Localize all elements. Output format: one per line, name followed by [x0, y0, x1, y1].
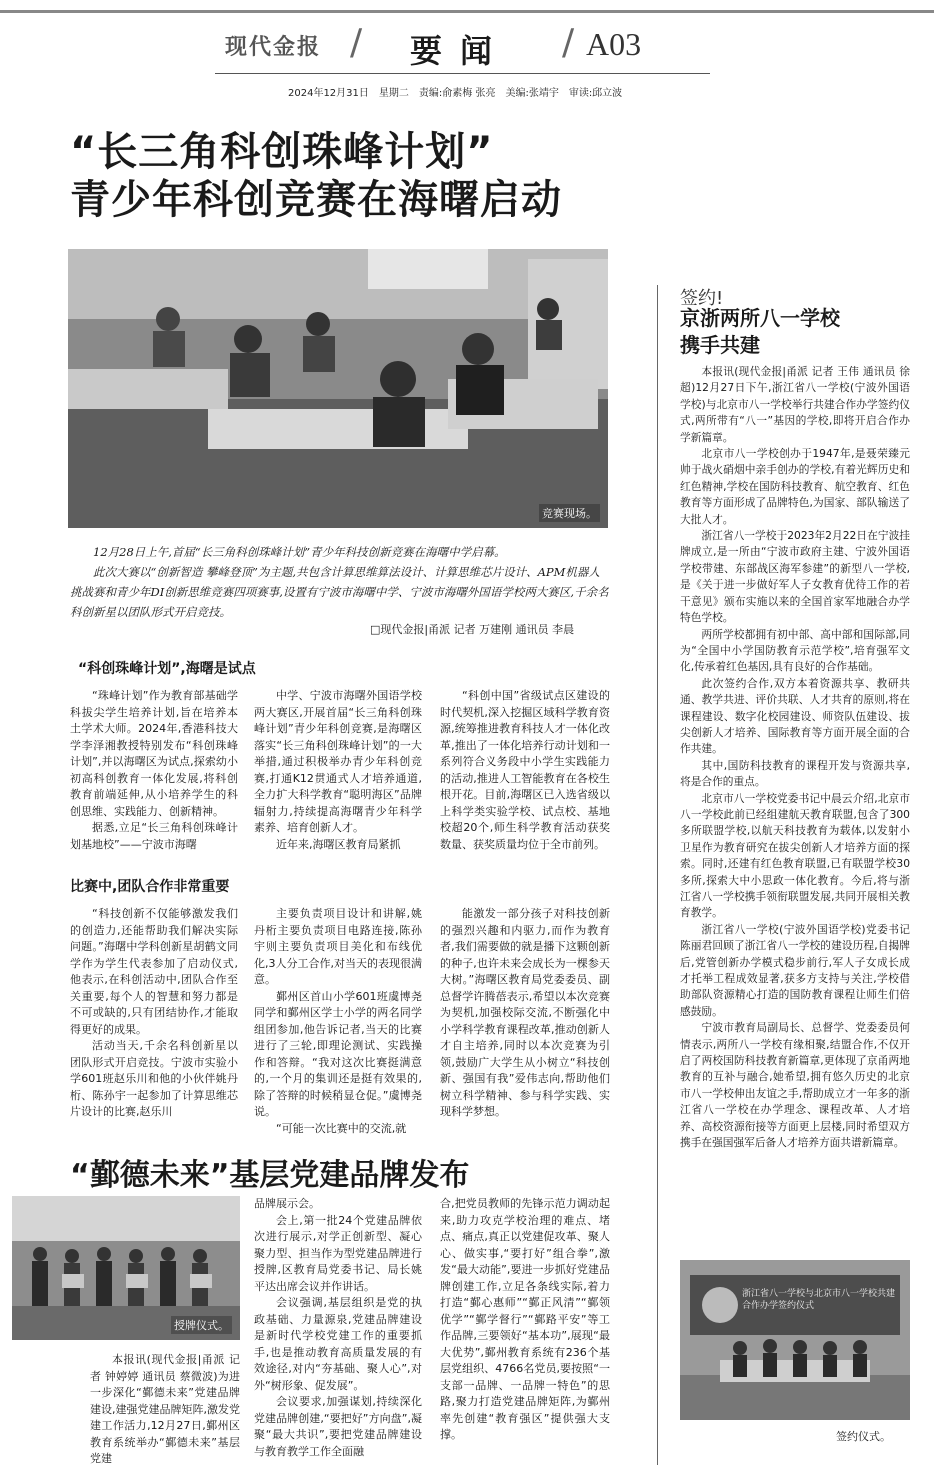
article-column	[254, 688, 422, 860]
main-headline	[70, 128, 562, 224]
article-column	[254, 906, 422, 1135]
paragraph: 中学、宁波市海曙外国语学校两大赛区,开展首届“长三角科创珠峰计划”青少年科创竞赛,是海曙区落实“长三角科创珠峰计划”的一大举措,通过积极举办青少年科创竞赛,打通K12贯通式人才培养通道,全力扩大科学教育“聪明海区”品牌辐射力,持续提高海曙青少年科学素养、培育创新人才。	[254, 689, 422, 834]
section-subhead: 比赛中,团队合作非常重要	[70, 879, 230, 895]
paragraph: “科技创新不仅能够激发我们的创造力,还能帮助我们解决实际问题。”海曙中学科创新星胡鹤文同学作为学生代表参加了启动仪式,他表示,在科创活动中,团队合作至关重要,每个人的智慧和努力都是不可或缺的,只有团结协作,才能取得更好的成果。	[70, 907, 238, 1036]
paragraph: 会上,第一批24个党建品牌依次进行展示,对学正创新型、凝心聚力型、担当作为型党建品牌进行授牌,区教育局党委书记、局长姚平达出席会议并作讲话。	[254, 1213, 422, 1293]
paragraph: 活动当天,千余名科创新星以团队形式开启竞技。宁波市实验小学601班赵乐川和他的小伙伴姚丹桁、陈孙宇一起参加了计算思维芯片设计的比赛,赵乐川	[70, 1039, 238, 1118]
photo-caption: 签约仪式。	[836, 1430, 891, 1443]
paragraph: 其中,国防科技教育的课程开发与资源共享,将是合作的重点。	[680, 758, 910, 789]
paragraph: 主要负责项目设计和讲解,姚丹桁主要负责项目电路连接,陈孙宇则主要负责项目美化和布线优化,3人分工合作,对当天的表现很满意。	[254, 907, 422, 986]
paragraph: 能激发一部分孩子对科技创新的强烈兴趣和内驱力,而作为教育者,我们需要做的就是播下这颗创新的种子,也许未来会成长为一棵参天大树。”海曙区教育局党委委员、副总督学许腾蓓表示,希望以本次竞赛为契机,加强校际交流,不断强化中小学科学教育课程改革,推动创新人才自主培养,同时以本次竞赛为引领,鼓励广大学生从小树立“科技创新、强国有我”爱伟志向,帮助他们树立科学精神、参与科学实践、实现科学梦想。	[440, 907, 610, 1118]
dateline: 2024年12月31日 星期二 责编:俞素梅 张亮 美编:张靖宇 审读:邱立波	[288, 88, 623, 99]
paragraph: 本报讯(现代金报|甬派 记者 钟婷婷 通讯员 蔡微波)为进一步深化“鄞德未来”党建品牌建设,建强党建品牌矩阵,激发党建工作活力,12月27日,鄞州区教育系统举办“鄞德未来”基层党建	[90, 1353, 240, 1465]
masthead-divider: /	[562, 22, 575, 63]
article-column	[440, 906, 610, 1126]
article-column	[440, 1196, 610, 1466]
award-photo	[12, 1196, 240, 1340]
paragraph: 浙江省八一学校(宁波外国语学校)党委书记陈丽君回顾了浙江省八一学校的建设历程,自揭牌后,党管创新办学模式稳步前行,军人子女成长成才托举工程成效显著,获多方支持与关注,学校借助部队资源精心打造的国防教育课程让师生们倍感鼓励。	[680, 922, 910, 1018]
side-headline	[680, 305, 840, 359]
paragraph: 鄞州区首山小学601班虞博尧同学和鄞州区学士小学的两名同学组团参加,他告诉记者,当天的比赛进行了三轮,即理论测试、实践操作和答辩。“我对这次比赛挺满意的,一个月的集训还是挺有效果的,除了答辩的时候稍显仓促。”虞博尧说。	[254, 989, 422, 1118]
competition-photo	[68, 249, 608, 528]
article-column	[70, 688, 238, 860]
lead-text: 12月28日上午,首届“长三角科创珠峰计划”青少年科技创新竞赛在海曙中学启幕。	[93, 545, 506, 559]
article-column	[440, 688, 610, 860]
paragraph: 据悉,立足“长三角科创珠峰计划基地校”——宁波市海曙	[70, 821, 238, 851]
paragraph: 近年来,海曙区教育局紧抓	[276, 837, 401, 851]
masthead-section: 要闻	[410, 32, 511, 70]
masthead-rule	[215, 73, 710, 74]
article-column	[254, 1196, 422, 1466]
article-column	[70, 906, 238, 1126]
paragraph: 会议强调,基层组织是党的执政基础、力量源泉,党建品牌建设是新时代学校党建工作的重要抓手,也是推动教育高质量发展的有效途径,对内“夯基础、聚人心”,对外“树形象、促发展”。	[254, 1296, 422, 1392]
photo-caption: 授牌仪式。	[171, 1316, 232, 1334]
masthead-brand: 现代金报	[225, 34, 322, 60]
lead-text: 此次大赛以“创新智造 攀峰登顶”为主题,共包含计算思维算法设计、计算思维芯片设计、APM机器人挑战赛和青少年DI创新思维竞赛四项赛事,设置有宁波市海曙中学、宁波市海曙外国语学校两大赛区,千余名科创新星以团队形式开启竞技。	[70, 565, 609, 619]
byline: □现代金报|甬派 记者 万建刚 通讯员 李晨	[370, 623, 575, 636]
masthead-divider: /	[350, 22, 363, 63]
paragraph: 合,把党员教师的先锋示范力调动起来,助力攻克学校治理的难点、堵点、痛点,真正以党建促攻革、聚人心、做实事,“要打好”组合拳”,激发“最大动能”,要进一步抓好党建品牌创建工作,立足各条线实际,着力打造“鄞心惠师”“鄞正风清”“鄞领优学”“鄞学督行”“鄞路平安”等工作品牌,三要领好“基本功”,展现“最大优势”,鄞州教育系统有236个基层党组织、4766名党员,要按照“一支部一品牌、一品牌一特色”的思路,聚力打造党建品牌矩阵,为鄞州率先创建“教育强区”提供强大支撑。	[440, 1197, 610, 1441]
paragraph: 本报讯(现代金报|甬派 记者 王伟 通讯员 徐超)12月27日下午,浙江省八一学校(宁波外国语学校)与北京市八一学校举行共建合作办学签约仪式,两所带有“八一”基因的学校,即将开启合作办学新篇章。	[680, 365, 910, 444]
paragraph: “珠峰计划”作为教育部基础学科拔尖学生培养计划,旨在培养本土学术大师。2024年,香港科技大学李泽湘教授特别发布“科创珠峰计划”,并以海曙区为试点,探索幼小初高科创教育一体化发展,将科创教育前端延伸,从小培养学生的科创思维、实践能力、创新精神。	[70, 689, 238, 818]
classroom-illustration	[68, 249, 608, 528]
bottom-headline: “鄞德未来”基层党建品牌发布	[70, 1158, 470, 1193]
side-headline-line-2: 携手共建	[680, 333, 760, 357]
signing-ceremony-illustration	[680, 1260, 910, 1420]
section-subhead: “科创珠峰计划”,海曙是试点	[78, 661, 256, 677]
side-headline-line-1: 京浙两所八一学校	[680, 306, 840, 330]
side-article-body	[680, 364, 910, 1246]
paragraph: 浙江省八一学校于2023年2月22日在宁波挂牌成立,是一所由“宁波市政府主建、宁波外国语学校带建、东部战区海军参建”的新型八一学校,是《关于进一步做好军人子女教育优待工作的若干意见》颁布实施以来的全国首家军地融合办学特色学校。	[680, 529, 910, 625]
photo-caption: 竞赛现场。	[539, 504, 600, 522]
paragraph: 北京市八一学校党委书记中晨云介绍,北京市八一学校此前已经组建航天教育联盟,包含了300多所联盟学校,以航天科技教育为载体,以发射小卫星作为教育研究在拔尖创新人才培养方面的探索。同时,还建有红色教育联盟,已有联盟学校30多所,探索大中小思政一体化教育。今后,将与浙江省八一学校携手领衔联盟发展,共同开展相关教育教学。	[680, 791, 910, 920]
paragraph: 宁波市教育局副局长、总督学、党委委员何情表示,两所八一学校有缘相聚,结盟合作,不仅开启了两校国防科技教育新篇章,更体现了京甬两地教育的互补与融合,她希望,拥有悠久历史的北京市八一学校伸出友谊之手,帮助成立才一年多的浙江省八一学校在办学理念、课程改革、人才培养、高校资源衔接等方面更上层楼,同时希望双方携手在强国强军后备人才培养方面共谱新篇章。	[680, 1021, 910, 1150]
paragraph: 品牌展示会。	[254, 1197, 320, 1210]
masthead-page-number: A03	[586, 26, 642, 62]
paragraph: 此次签约合作,双方本着资源共享、教研共通、教学共进、评价共联、人才共育的原则,将在课程建设、数字化校园建设、师资队伍建设、拔尖创新人才培养、国际教育等方面开展全面的合作共建。	[680, 676, 910, 756]
photo-banner-text: 浙江省八一学校与北京市八一学校共建合作办学签约仪式	[742, 1289, 896, 1311]
top-rule	[0, 10, 934, 13]
headline-line-2: 青少年科创竞赛在海曙启动	[70, 177, 562, 223]
paragraph: “可能一次比赛中的交流,就	[276, 1121, 407, 1135]
side-kicker: 签约!	[680, 288, 724, 309]
column-divider	[657, 285, 658, 1465]
paragraph: 会议要求,加强谋划,持续深化党建品牌创建,“要把好”方向盘”,凝聚“最大共识”,要把党建品牌建设与教育教学工作全面融	[254, 1395, 422, 1458]
headline-line-1: “长三角科创珠峰计划”	[70, 129, 494, 175]
paragraph: “科创中国”省级试点区建设的时代契机,深入挖掘区域科学教育资源,统筹推进教育科技人才一体化改革,推出了一体化培养行动计划和一系列符合义务段中小学生实践能力的活动,推进人工智能教育在各校生根开花。目前,海曙区已入选省级以上科学类实验学校、试点校、基地校超20个,师生科学教育活动获奖数量、获奖质量均位于全市前列。	[440, 689, 610, 851]
signing-photo	[680, 1260, 910, 1420]
paragraph: 北京市八一学校创办于1947年,是聂荣臻元帅于战火硝烟中亲手创办的学校,有着光辉历史和红色精神,学校在国防科技教育、航空教育、红色教育等方面形成了品牌特色,为国家、部队输送了大批人才。	[680, 447, 910, 526]
lead-paragraph	[70, 542, 610, 622]
paragraph: 两所学校都拥有初中部、高中部和国际部,同为“全国中小学国防教育示范学校”,培育强军文化,传承着红色基因,具有良好的合作基础。	[680, 627, 910, 674]
article-column	[90, 1352, 240, 1470]
